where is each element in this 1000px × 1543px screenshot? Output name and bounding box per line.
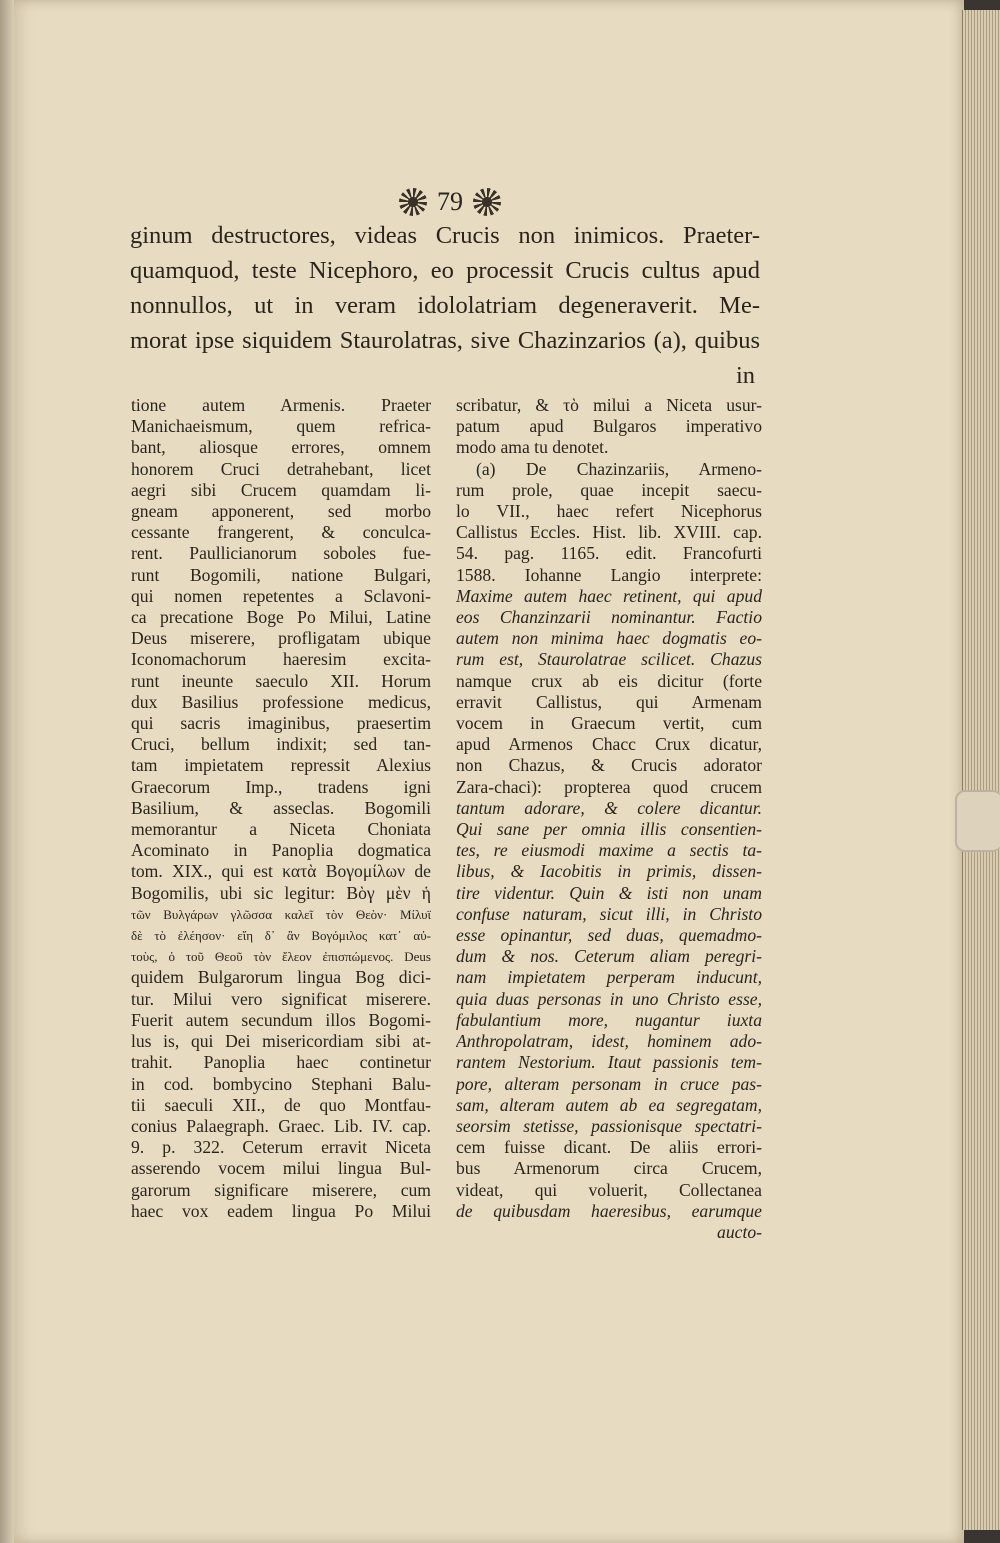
right-line: vocem in Graecum vertit, cum [456,713,762,734]
right-line: videat, qui voluerit, Collectanea [456,1179,762,1200]
right-line: seorsim stetisse, passionisque spectatri- [456,1115,762,1136]
left-line: memorantur a Niceta Choniata [131,819,431,840]
right-line: 1588. Iohanne Langio interprete: [456,564,762,585]
page-header [300,182,600,222]
left-line: qui nomen repetentes a Sclavoni- [131,585,431,606]
left-line: rent. Paullicianorum soboles fue- [131,543,431,564]
ornament-right-icon [473,188,501,216]
left-line: haec vox eadem lingua Po Milui [131,1200,431,1221]
right-line: rantem Nestorium. Itaut passionis tem- [456,1052,762,1073]
left-line: tam impietatem repressit Alexius [131,755,431,776]
left-column [131,395,431,1222]
left-line: 9. p. 322. Ceterum erravit Niceta [131,1137,431,1158]
right-line: eos Chanzinzarii nominantur. Factio [456,607,762,628]
right-line: scribatur, & τὸ milui a Niceta usur- [456,395,762,415]
right-line: nam impietatem perperam inducunt, [456,967,762,988]
left-line: ca precatione Boge Po Milui, Latine [131,607,431,628]
right-line: 54. pag. 1165. edit. Francofurti [456,543,762,564]
left-line: dux Basilius professione medicus, [131,691,431,712]
left-line: lus is, qui Dei misericordiam sibi at- [131,1031,431,1052]
left-line: bant, aliosque errores, omnem [131,437,431,458]
right-line: de quibusdam haeresibus, earumque [456,1200,762,1221]
right-line: namque crux ab eis dicitur (forte [456,670,762,691]
right-line: Callistus Eccles. Hist. lib. XVIII. cap. [456,522,762,543]
left-line: tii saeculi XII., de quo Montfau- [131,1094,431,1115]
right-line: esse opinantur, sed duas, quemadmo- [456,925,762,946]
right-line: erravit Callistus, qui Armenam [456,691,762,712]
left-line: trahit. Panoplia haec continetur [131,1052,431,1073]
right-line: quia duas personas in uno Christo esse, [456,988,762,1009]
left-line: conius Palaegraph. Graec. Lib. IV. cap. [131,1115,431,1136]
right-line: pore, alteram personam in cruce pas- [456,1073,762,1094]
footnote-start: (a) De Chazinzariis, Armeno- [476,458,762,479]
left-line: tione autem Armenis. Praeter [131,395,431,415]
intro-paragraph [130,218,760,393]
intro-line: in [735,362,755,389]
intro-line: quamquod, teste Nicephoro, eo processit Crucis cultus apud [130,257,760,284]
right-line: tantum adorare, & colere dicantur. [456,797,762,818]
page-number: 79 [437,187,463,216]
left-line: garorum significare miserere, cum [131,1179,431,1200]
left-line: in cod. bombycino Stephani Balu- [131,1073,431,1094]
right-line: tire videntur. Quin & isti non unam [456,882,762,903]
right-line: libus, & Iacobitis in primis, dissen- [456,861,762,882]
left-line: qui sacris imaginibus, praesertim [131,713,431,734]
right-line: Qui sane per omnia illis consentien- [456,819,762,840]
right-line: Zara-chaci): propterea quod crucem [456,776,762,797]
left-line-greek: τῶν Βυλγάρων γλῶσσα καλεῖ τὸν Θεὸν· Μίλυϊ [131,906,431,922]
right-line: dum & nos. Ceterum aliam peregri- [456,946,762,967]
left-line: gneam apponerent, sed morbo [131,501,431,522]
left-line: runt Bogomili, natione Bulgari, [131,564,431,585]
binding-edge [0,0,14,1543]
left-line: Fuerit autem secundum illos Bogomi- [131,1009,431,1030]
right-line: modo ama tu denotet. [456,437,609,458]
left-line: asserendo vocem milui lingua Bul- [131,1158,431,1179]
right-line: rum est, Staurolatrae scilicet. Chazus [456,649,762,670]
intro-line: ginum destructores, videas Crucis non inimicos. Praeter- [130,222,760,249]
right-line: Maxime autem haec retinent, qui apud [456,585,762,606]
right-line: fabulantium more, nugantur iuxta [456,1009,762,1030]
right-line: tes, re eiusmodi maxime a sectis ta- [456,840,762,861]
right-line: confuse naturam, sicut illi, in Christo [456,903,762,924]
left-line: runt ineunte saeculo XII. Horum [131,670,431,691]
intro-line: morat ipse siquidem Staurolatras, sive Chazinzarios (a), quibus [130,327,760,354]
left-line: tom. XIX., qui est κατὰ Βογομίλων de [131,861,431,882]
left-line: Iconomachorum haeresim excita- [131,649,431,670]
right-line: apud Armenos Chacc Crux dicatur, [456,734,762,755]
right-line: autem non minima haec dogmatis eo- [456,628,762,649]
left-line-greek: δὲ τὸ ἐλέησον· εἴη δ᾽ ἂν Βογόμιλος κατ᾽ αὐ- [131,928,431,944]
right-line: sam, alteram autem ab ea segregatam, [456,1094,762,1115]
left-line: quidem Bulgarorum lingua Bog dici- [131,967,431,988]
left-line: Acominato in Panoplia dogmatica [131,840,431,861]
right-line: rum prole, quae incepit saecu- [456,479,762,500]
catchword: aucto- [717,1221,762,1242]
left-line: Deus miserere, profligatam ubique [131,628,431,649]
left-line: cessante frangerent, & conculca- [131,522,431,543]
ornament-left-icon [399,188,427,216]
page-tab-marker [955,790,1000,852]
right-line: cem fuisse dicant. De aliis errori- [456,1137,762,1158]
left-line-greek: τοὺς, ὁ τοῦ Θεοῦ τὸν ἔλεον ἐπισπώμενος. Deus [131,949,431,965]
left-line: Basilium, & asseclas. Bogomili [131,797,431,818]
left-line: Graecorum Imp., tradens igni [131,776,431,797]
left-line: Manichaeismum, quem refrica- [131,416,431,437]
left-line: honorem Cruci detrahebant, licet [131,458,431,479]
intro-line: nonnullos, ut in veram idololatriam degeneraverit. Me- [130,292,760,319]
right-line: Anthropolatram, idest, hominem ado- [456,1031,762,1052]
right-line: lo VII., haec refert Nicephorus [456,501,762,522]
right-column [456,395,762,1243]
left-line: aegri sibi Crucem quamdam li- [131,479,431,500]
left-line: Cruci, bellum indixit; sed tan- [131,734,431,755]
left-line: Bogomilis, ubi sic legitur: Βὸγ μὲν ἡ [131,882,431,903]
right-line: non Chazus, & Crucis adorator [456,755,762,776]
left-line: tur. Milui vero significat miserere. [131,988,431,1009]
page-edges [962,10,1000,1530]
right-line: patum apud Bulgaros imperativo [456,416,762,437]
right-line: bus Armenorum circa Crucem, [456,1158,762,1179]
